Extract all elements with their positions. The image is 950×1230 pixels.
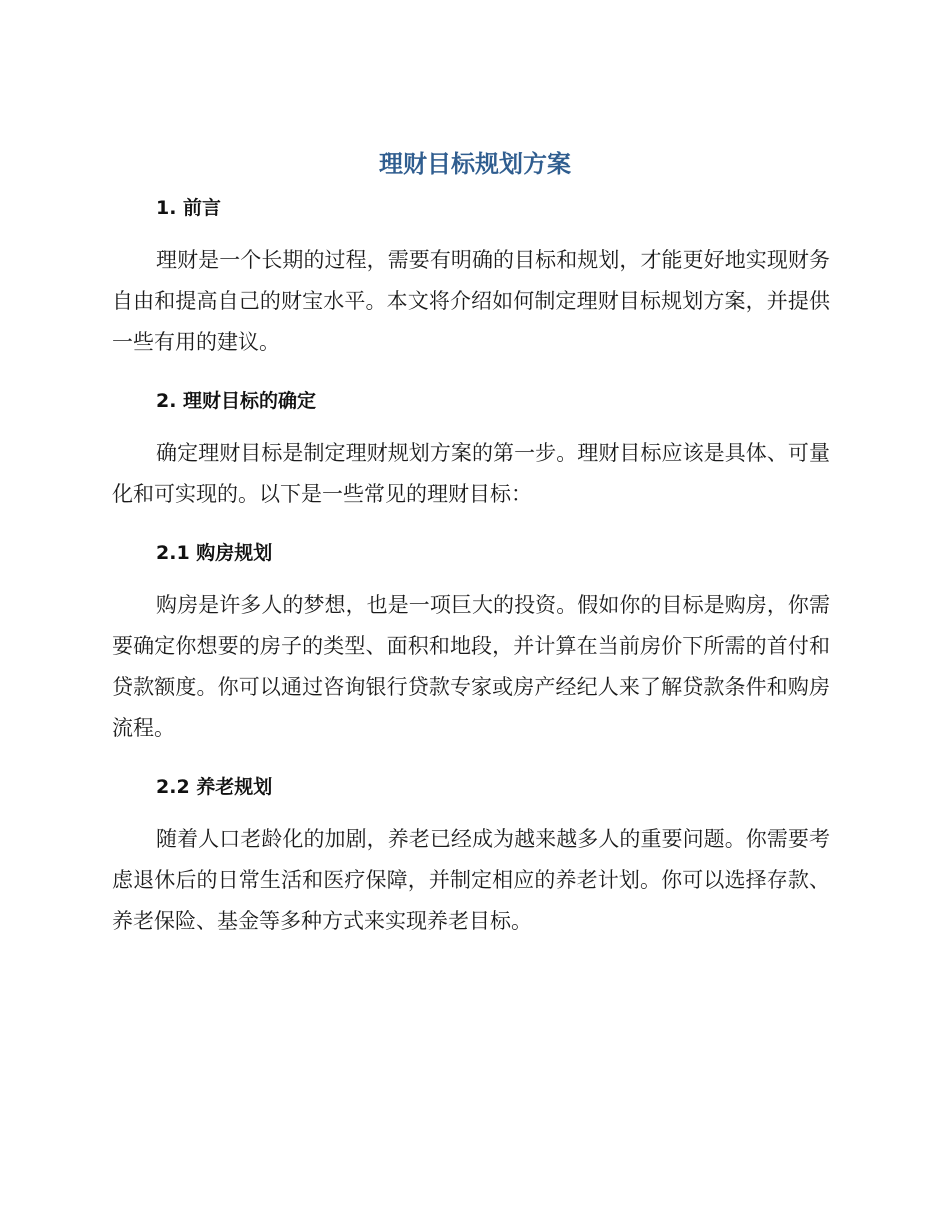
section-retirement [112, 767, 830, 942]
section-heading: 1. 前言 [156, 197, 222, 219]
section-heading: 2.1 购房规划 [156, 542, 273, 564]
section-paragraph: 随着人口老龄化的加剧，养老已经成为越来越多人的重要问题。你需要考虑退休后的日常生活和医疗保障，并制定相应的养老计划。你可以选择存款、养老保险、基金等多种方式来实现养老目标。 [112, 827, 830, 933]
section-heading: 2. 理财目标的确定 [156, 390, 317, 412]
section-paragraph: 确定理财目标是制定理财规划方案的第一步。理财目标应该是具体、可量化和可实现的。以下是一些常见的理财目标： [112, 441, 830, 506]
document-body [112, 188, 830, 942]
section-paragraph: 购房是许多人的梦想，也是一项巨大的投资。假如你的目标是购房，你需要确定你想要的房子的类型、面积和地段，并计算在当前房价下所需的首付和贷款额度。你可以通过咨询银行贷款专家或房产经纪人来了解贷款条件和购房流程。 [112, 593, 830, 740]
section-preface [112, 188, 830, 381]
section-paragraph: 理财是一个长期的过程，需要有明确的目标和规划，才能更好地实现财务自由和提高自己的财宝水平。本文将介绍如何制定理财目标规划方案，并提供一些有用的建议。 [112, 248, 830, 354]
document-title: 理财目标规划方案 [379, 150, 571, 178]
section-goal-definition [112, 381, 830, 533]
section-home-purchase [112, 533, 830, 767]
section-heading: 2.2 养老规划 [156, 776, 273, 798]
